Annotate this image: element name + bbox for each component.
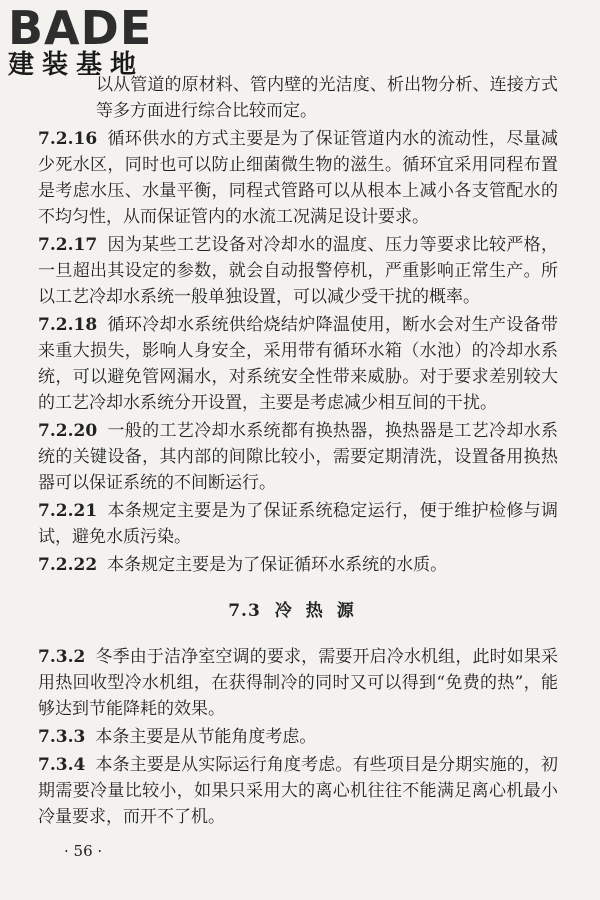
- intro-paragraph: 以从管道的原材料、管内壁的光洁度、析出物分析、连接方式等多方面进行综合比较而定。: [96, 75, 558, 121]
- section-heading: [38, 598, 558, 624]
- clause-7-2-17: [38, 232, 558, 310]
- clause-text: 循环供水的方式主要是为了保证管道内水的流动性，尽量减少死水区，同时也可以防止细菌微生物的滋生。循环宜采用同程布置是考虑水压、水量平衡，同程式管路可以从根本上减小各支管配水的不均匀性，从而保证管内的水流工况满足设计要求。: [38, 129, 558, 227]
- section-number: 7.3: [228, 601, 261, 621]
- logo: [8, 1, 176, 80]
- clause-text: 一般的工艺冷却水系统都有换热器，换热器是工艺冷却水系统的关键设备，其内部的间隙比较小，需要定期清洗，设置备用换热器可以保证系统的不间断运行。: [38, 421, 558, 493]
- clause-7-3-3: [38, 724, 558, 750]
- clause-text: 本条规定主要是为了保证系统稳定运行，便于维护检修与调试，避免水质污染。: [38, 501, 558, 547]
- clause-number: 7.2.21: [38, 501, 98, 521]
- logo-mark: BADE: [8, 1, 153, 55]
- clause-7-2-21: [38, 498, 558, 550]
- clause-number: 7.2.17: [38, 235, 98, 255]
- clause-text: 冬季由于洁净室空调的要求，需要开启冷水机组，此时如果采用热回收型冷水机组，在获得制冷的同时又可以得到“免费的热”，能够达到节能降耗的效果。: [38, 647, 558, 719]
- clause-number: 7.2.18: [38, 315, 98, 335]
- clause-7-2-20: [38, 418, 558, 496]
- clause-text: 本条主要是从节能角度考虑。: [95, 727, 317, 747]
- page-number: · 56 ·: [64, 842, 103, 860]
- clause-number: 7.3.4: [38, 755, 86, 775]
- clause-number: 7.3.2: [38, 647, 86, 667]
- clause-number: 7.2.20: [38, 421, 98, 441]
- clause-number: 7.3.3: [38, 727, 86, 747]
- clause-7-2-18: [38, 312, 558, 416]
- clause-7-3-4: [38, 752, 558, 830]
- clause-text: 因为某些工艺设备对冷却水的温度、压力等要求比较严格，一旦超出其设定的参数，就会自动报警停机，严重影响正常生产。所以工艺冷却水系统一般单独设置，可以减少受干扰的概率。: [38, 235, 558, 307]
- document-body: [38, 72, 558, 832]
- clause-7-3-2: [38, 644, 558, 722]
- section-title: 冷热源: [274, 601, 368, 621]
- logo-subtitle: 建装基地: [8, 50, 145, 80]
- clause-number: 7.2.16: [38, 129, 98, 149]
- clause-text: 循环冷却水系统供给烧结炉降温使用，断水会对生产设备带来重大损失，影响人身安全，采用带有循环水箱（水池）的冷却水系统，可以避免管网漏水，对系统安全性带来威胁。对于要求差别较大的工艺冷却水系统分开设置，主要是考虑减少相互间的干扰。: [38, 315, 558, 413]
- clause-number: 7.2.22: [38, 555, 98, 575]
- clause-text: 本条主要是从实际运行角度考虑。有些项目是分期实施的，初期需要冷量比较小，如果只采用大的离心机往往不能满足离心机最小冷量要求，而开不了机。: [38, 755, 558, 827]
- clause-7-2-22: [38, 552, 558, 578]
- clause-text: 本条规定主要是为了保证循环水系统的水质。: [107, 555, 448, 575]
- clause-7-2-16: [38, 126, 558, 230]
